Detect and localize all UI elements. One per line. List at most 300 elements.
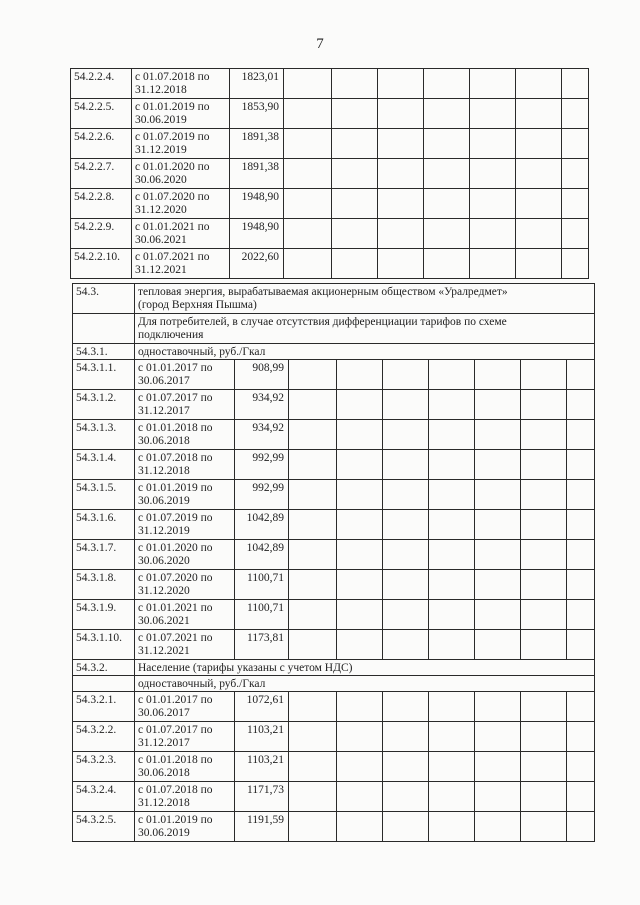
row-period-line: с 01.01.2020 по xyxy=(138,542,213,554)
empty-cell xyxy=(383,420,429,450)
empty-cell xyxy=(562,129,589,159)
tariff-table-section-54-2-2 xyxy=(70,68,589,279)
empty-cell xyxy=(424,159,470,189)
empty-cell xyxy=(470,219,516,249)
empty-cell xyxy=(521,782,567,812)
empty-cell xyxy=(337,480,383,510)
empty-cell xyxy=(383,570,429,600)
empty-cell xyxy=(424,129,470,159)
row-value: 1853,90 xyxy=(230,99,284,129)
row-period-line: 30.06.2018 xyxy=(138,767,190,779)
row-code-empty xyxy=(73,676,135,692)
row-period-line: с 01.07.2019 по xyxy=(138,512,213,524)
empty-cell xyxy=(289,722,337,752)
table-row xyxy=(73,692,595,722)
row-period-line: с 01.01.2020 по xyxy=(135,161,210,173)
empty-cell xyxy=(475,390,521,420)
table-row xyxy=(73,630,595,660)
row-period-line: 31.12.2020 xyxy=(138,585,190,597)
empty-cell xyxy=(424,69,470,99)
empty-cell xyxy=(475,752,521,782)
empty-cell xyxy=(475,360,521,390)
row-value: 1103,21 xyxy=(235,752,289,782)
empty-cell xyxy=(332,69,378,99)
empty-cell xyxy=(429,600,475,630)
empty-cell xyxy=(289,360,337,390)
empty-cell xyxy=(289,540,337,570)
empty-cell xyxy=(337,420,383,450)
row-value: 934,92 xyxy=(235,420,289,450)
table-row xyxy=(71,249,589,279)
empty-cell xyxy=(284,129,332,159)
empty-cell xyxy=(289,450,337,480)
row-period-line: с 01.07.2020 по xyxy=(138,572,213,584)
row-period-line: с 01.07.2019 по xyxy=(135,131,210,143)
table-row xyxy=(73,812,595,842)
row-value: 1100,71 xyxy=(235,570,289,600)
row-code: 54.2.2.4. xyxy=(71,69,132,99)
empty-cell xyxy=(475,450,521,480)
row-period-line: 31.12.2018 xyxy=(135,84,187,96)
row-period-line: с 01.01.2017 по xyxy=(138,694,213,706)
empty-cell xyxy=(567,722,595,752)
row-value: 934,92 xyxy=(235,390,289,420)
empty-cell xyxy=(521,480,567,510)
row-period xyxy=(135,540,235,570)
table-row xyxy=(73,570,595,600)
empty-cell xyxy=(516,159,562,189)
row-code: 54.3.1.8. xyxy=(73,570,135,600)
empty-cell xyxy=(337,600,383,630)
table-row xyxy=(71,129,589,159)
empty-cell xyxy=(378,159,424,189)
table-row xyxy=(71,189,589,219)
row-value: 1823,01 xyxy=(230,69,284,99)
empty-cell xyxy=(332,129,378,159)
empty-cell xyxy=(470,189,516,219)
row-period-line: с 01.07.2020 по xyxy=(135,191,210,203)
row-period xyxy=(135,480,235,510)
row-period-line: 31.12.2017 xyxy=(138,737,190,749)
empty-cell xyxy=(429,450,475,480)
row-heading-line: Для потребителей, в случае отсутствия дифференциации тарифов по схеме xyxy=(138,316,507,328)
row-code: 54.3.1.1. xyxy=(73,360,135,390)
empty-cell xyxy=(284,189,332,219)
row-value: 1891,38 xyxy=(230,129,284,159)
row-period-line: с 01.01.2019 по xyxy=(138,814,213,826)
empty-cell xyxy=(337,360,383,390)
row-period-line: с 01.07.2021 по xyxy=(138,632,213,644)
empty-cell xyxy=(567,600,595,630)
row-heading: Население (тарифы указаны с учетом НДС) xyxy=(135,660,595,676)
empty-cell xyxy=(289,782,337,812)
empty-cell xyxy=(521,510,567,540)
table-row xyxy=(73,390,595,420)
row-period-line: 30.06.2020 xyxy=(138,555,190,567)
empty-cell xyxy=(567,692,595,722)
empty-cell xyxy=(475,692,521,722)
empty-cell xyxy=(521,692,567,722)
empty-cell xyxy=(521,570,567,600)
row-period xyxy=(132,189,230,219)
section-54-3-rows xyxy=(73,284,595,842)
row-period-line: с 01.07.2018 по xyxy=(135,71,210,83)
table-row xyxy=(73,284,595,314)
empty-cell xyxy=(521,360,567,390)
empty-cell xyxy=(332,159,378,189)
row-code: 54.3. xyxy=(73,284,135,314)
empty-cell xyxy=(429,540,475,570)
row-period-line: 31.12.2021 xyxy=(138,645,190,657)
empty-cell xyxy=(289,420,337,450)
row-heading-line: подключения xyxy=(138,329,204,341)
row-code: 54.3.2.1. xyxy=(73,692,135,722)
empty-cell xyxy=(521,630,567,660)
empty-cell xyxy=(516,129,562,159)
row-code: 54.3.2. xyxy=(73,660,135,676)
row-heading: одноставочный, руб./Гкал xyxy=(135,344,595,360)
row-code: 54.3.1.7. xyxy=(73,540,135,570)
empty-cell xyxy=(475,812,521,842)
empty-cell xyxy=(429,692,475,722)
row-period-line: 30.06.2017 xyxy=(138,707,190,719)
empty-cell xyxy=(332,249,378,279)
empty-cell xyxy=(378,99,424,129)
empty-cell xyxy=(284,69,332,99)
empty-cell xyxy=(562,159,589,189)
table-row xyxy=(73,676,595,692)
row-period xyxy=(135,390,235,420)
empty-cell xyxy=(383,510,429,540)
row-value: 1891,38 xyxy=(230,159,284,189)
empty-cell xyxy=(562,249,589,279)
row-heading xyxy=(135,284,595,314)
empty-cell xyxy=(567,390,595,420)
empty-cell xyxy=(378,189,424,219)
row-code: 54.2.2.7. xyxy=(71,159,132,189)
row-period xyxy=(135,600,235,630)
row-value: 1072,61 xyxy=(235,692,289,722)
row-period-line: 30.06.2020 xyxy=(135,174,187,186)
row-period xyxy=(135,570,235,600)
row-heading-line: (город Верхняя Пышма) xyxy=(138,299,257,311)
table-row xyxy=(73,360,595,390)
row-value: 1948,90 xyxy=(230,219,284,249)
row-period-line: с 01.07.2018 по xyxy=(138,452,213,464)
table-row xyxy=(71,159,589,189)
table-row xyxy=(73,420,595,450)
row-code: 54.3.1. xyxy=(73,344,135,360)
row-code: 54.3.1.4. xyxy=(73,450,135,480)
row-period xyxy=(135,782,235,812)
table-row xyxy=(73,782,595,812)
row-period-line: с 01.07.2018 по xyxy=(138,784,213,796)
empty-cell xyxy=(567,450,595,480)
table-row xyxy=(73,450,595,480)
table-row xyxy=(71,69,589,99)
table-row xyxy=(73,344,595,360)
empty-cell xyxy=(383,360,429,390)
table-row xyxy=(71,99,589,129)
table-row xyxy=(73,510,595,540)
row-period-line: 30.06.2018 xyxy=(138,435,190,447)
empty-cell xyxy=(383,812,429,842)
empty-cell xyxy=(475,570,521,600)
row-period-line: с 01.07.2017 по xyxy=(138,392,213,404)
empty-cell xyxy=(424,219,470,249)
empty-cell xyxy=(337,722,383,752)
empty-cell xyxy=(383,630,429,660)
empty-cell xyxy=(424,189,470,219)
row-period xyxy=(132,159,230,189)
table-row xyxy=(71,219,589,249)
row-value: 1948,90 xyxy=(230,189,284,219)
row-period-line: 31.12.2018 xyxy=(138,797,190,809)
empty-cell xyxy=(337,450,383,480)
empty-cell xyxy=(475,510,521,540)
empty-cell xyxy=(289,630,337,660)
empty-cell xyxy=(337,540,383,570)
row-period xyxy=(135,812,235,842)
empty-cell xyxy=(567,510,595,540)
row-code: 54.3.2.2. xyxy=(73,722,135,752)
empty-cell xyxy=(475,540,521,570)
empty-cell xyxy=(470,159,516,189)
row-value: 1100,71 xyxy=(235,600,289,630)
empty-cell xyxy=(516,189,562,219)
row-period xyxy=(135,420,235,450)
row-code: 54.3.2.4. xyxy=(73,782,135,812)
empty-cell xyxy=(475,722,521,752)
page-number: 7 xyxy=(316,36,324,52)
empty-cell xyxy=(429,390,475,420)
empty-cell xyxy=(516,69,562,99)
empty-cell xyxy=(475,600,521,630)
row-code: 54.3.1.5. xyxy=(73,480,135,510)
row-value: 1191,59 xyxy=(235,812,289,842)
row-code: 54.2.2.6. xyxy=(71,129,132,159)
table-row xyxy=(73,314,595,344)
table-row xyxy=(73,660,595,676)
empty-cell xyxy=(475,420,521,450)
empty-cell xyxy=(562,99,589,129)
empty-cell xyxy=(383,692,429,722)
row-period-line: с 01.01.2017 по xyxy=(138,362,213,374)
empty-cell xyxy=(332,99,378,129)
empty-cell xyxy=(567,480,595,510)
empty-cell xyxy=(337,570,383,600)
empty-cell xyxy=(429,752,475,782)
empty-cell xyxy=(332,219,378,249)
empty-cell xyxy=(521,812,567,842)
empty-cell xyxy=(289,510,337,540)
empty-cell xyxy=(429,480,475,510)
empty-cell xyxy=(332,189,378,219)
empty-cell xyxy=(567,420,595,450)
empty-cell xyxy=(378,219,424,249)
section-54-2-2-rows xyxy=(71,69,589,279)
row-period-line: 31.12.2019 xyxy=(135,144,187,156)
empty-cell xyxy=(337,510,383,540)
row-heading: одноставочный, руб./Гкал xyxy=(135,676,595,692)
row-value: 1173,81 xyxy=(235,630,289,660)
row-code: 54.3.1.6. xyxy=(73,510,135,540)
empty-cell xyxy=(429,630,475,660)
empty-cell xyxy=(337,630,383,660)
row-code: 54.3.1.2. xyxy=(73,390,135,420)
table-row xyxy=(73,540,595,570)
empty-cell xyxy=(289,390,337,420)
empty-cell xyxy=(378,249,424,279)
row-period xyxy=(135,450,235,480)
row-value: 992,99 xyxy=(235,450,289,480)
empty-cell xyxy=(337,812,383,842)
empty-cell xyxy=(383,540,429,570)
row-code-empty xyxy=(73,314,135,344)
empty-cell xyxy=(475,782,521,812)
empty-cell xyxy=(567,782,595,812)
row-period xyxy=(132,129,230,159)
empty-cell xyxy=(337,752,383,782)
empty-cell xyxy=(521,450,567,480)
empty-cell xyxy=(429,812,475,842)
tariff-table-section-54-3 xyxy=(72,283,595,842)
empty-cell xyxy=(521,600,567,630)
table-row xyxy=(73,722,595,752)
empty-cell xyxy=(337,692,383,722)
empty-cell xyxy=(289,570,337,600)
empty-cell xyxy=(567,630,595,660)
row-code: 54.3.2.5. xyxy=(73,812,135,842)
empty-cell xyxy=(567,812,595,842)
empty-cell xyxy=(284,219,332,249)
empty-cell xyxy=(383,782,429,812)
empty-cell xyxy=(337,390,383,420)
row-code: 54.2.2.9. xyxy=(71,219,132,249)
row-period-line: 30.06.2021 xyxy=(138,615,190,627)
row-period-line: 31.12.2019 xyxy=(138,525,190,537)
empty-cell xyxy=(424,99,470,129)
empty-cell xyxy=(289,600,337,630)
table-row xyxy=(73,600,595,630)
empty-cell xyxy=(521,722,567,752)
table-row xyxy=(73,480,595,510)
row-period-line: 30.06.2019 xyxy=(135,114,187,126)
row-period-line: 31.12.2017 xyxy=(138,405,190,417)
empty-cell xyxy=(424,249,470,279)
empty-cell xyxy=(516,249,562,279)
row-period xyxy=(135,752,235,782)
empty-cell xyxy=(521,752,567,782)
empty-cell xyxy=(567,540,595,570)
row-period xyxy=(132,249,230,279)
row-period-line: 31.12.2021 xyxy=(135,264,187,276)
row-period xyxy=(132,99,230,129)
row-value: 1103,21 xyxy=(235,722,289,752)
empty-cell xyxy=(383,722,429,752)
empty-cell xyxy=(289,480,337,510)
empty-cell xyxy=(378,69,424,99)
row-code: 54.2.2.8. xyxy=(71,189,132,219)
row-period-line: 31.12.2018 xyxy=(138,465,190,477)
row-period-line: с 01.01.2019 по xyxy=(135,101,210,113)
row-heading xyxy=(135,314,595,344)
row-period-line: с 01.07.2017 по xyxy=(138,724,213,736)
empty-cell xyxy=(470,129,516,159)
row-value: 1171,73 xyxy=(235,782,289,812)
row-value: 1042,89 xyxy=(235,510,289,540)
empty-cell xyxy=(475,630,521,660)
empty-cell xyxy=(470,99,516,129)
row-value: 992,99 xyxy=(235,480,289,510)
empty-cell xyxy=(521,390,567,420)
empty-cell xyxy=(516,219,562,249)
row-period xyxy=(135,360,235,390)
row-period-line: 30.06.2019 xyxy=(138,827,190,839)
row-code: 54.3.2.3. xyxy=(73,752,135,782)
empty-cell xyxy=(429,570,475,600)
empty-cell xyxy=(289,812,337,842)
empty-cell xyxy=(470,249,516,279)
row-period-line: с 01.01.2019 по xyxy=(138,482,213,494)
empty-cell xyxy=(562,189,589,219)
empty-cell xyxy=(562,219,589,249)
row-period xyxy=(135,630,235,660)
empty-cell xyxy=(516,99,562,129)
row-code: 54.3.1.9. xyxy=(73,600,135,630)
row-period-line: с 01.01.2021 по xyxy=(138,602,213,614)
empty-cell xyxy=(567,360,595,390)
empty-cell xyxy=(383,752,429,782)
row-period xyxy=(132,219,230,249)
empty-cell xyxy=(337,782,383,812)
table-row xyxy=(73,752,595,782)
empty-cell xyxy=(470,69,516,99)
row-value: 908,99 xyxy=(235,360,289,390)
empty-cell xyxy=(289,692,337,722)
empty-cell xyxy=(284,99,332,129)
row-period-line: 30.06.2021 xyxy=(135,234,187,246)
empty-cell xyxy=(383,450,429,480)
row-code: 54.3.1.10. xyxy=(73,630,135,660)
empty-cell xyxy=(378,129,424,159)
row-code: 54.2.2.5. xyxy=(71,99,132,129)
empty-cell xyxy=(475,480,521,510)
empty-cell xyxy=(383,390,429,420)
empty-cell xyxy=(429,420,475,450)
row-period-line: с 01.01.2018 по xyxy=(138,422,213,434)
empty-cell xyxy=(429,722,475,752)
row-period xyxy=(132,69,230,99)
row-value: 2022,60 xyxy=(230,249,284,279)
empty-cell xyxy=(429,360,475,390)
empty-cell xyxy=(289,752,337,782)
row-value: 1042,89 xyxy=(235,540,289,570)
empty-cell xyxy=(429,510,475,540)
row-period-line: с 01.01.2018 по xyxy=(138,754,213,766)
empty-cell xyxy=(562,69,589,99)
empty-cell xyxy=(429,782,475,812)
empty-cell xyxy=(383,480,429,510)
row-code: 54.3.1.3. xyxy=(73,420,135,450)
row-period xyxy=(135,692,235,722)
empty-cell xyxy=(284,249,332,279)
row-period xyxy=(135,722,235,752)
row-period-line: 30.06.2017 xyxy=(138,375,190,387)
row-code: 54.2.2.10. xyxy=(71,249,132,279)
empty-cell xyxy=(284,159,332,189)
row-heading-line: тепловая энергия, вырабатываемая акционерным обществом «Уралредмет» xyxy=(138,286,508,298)
